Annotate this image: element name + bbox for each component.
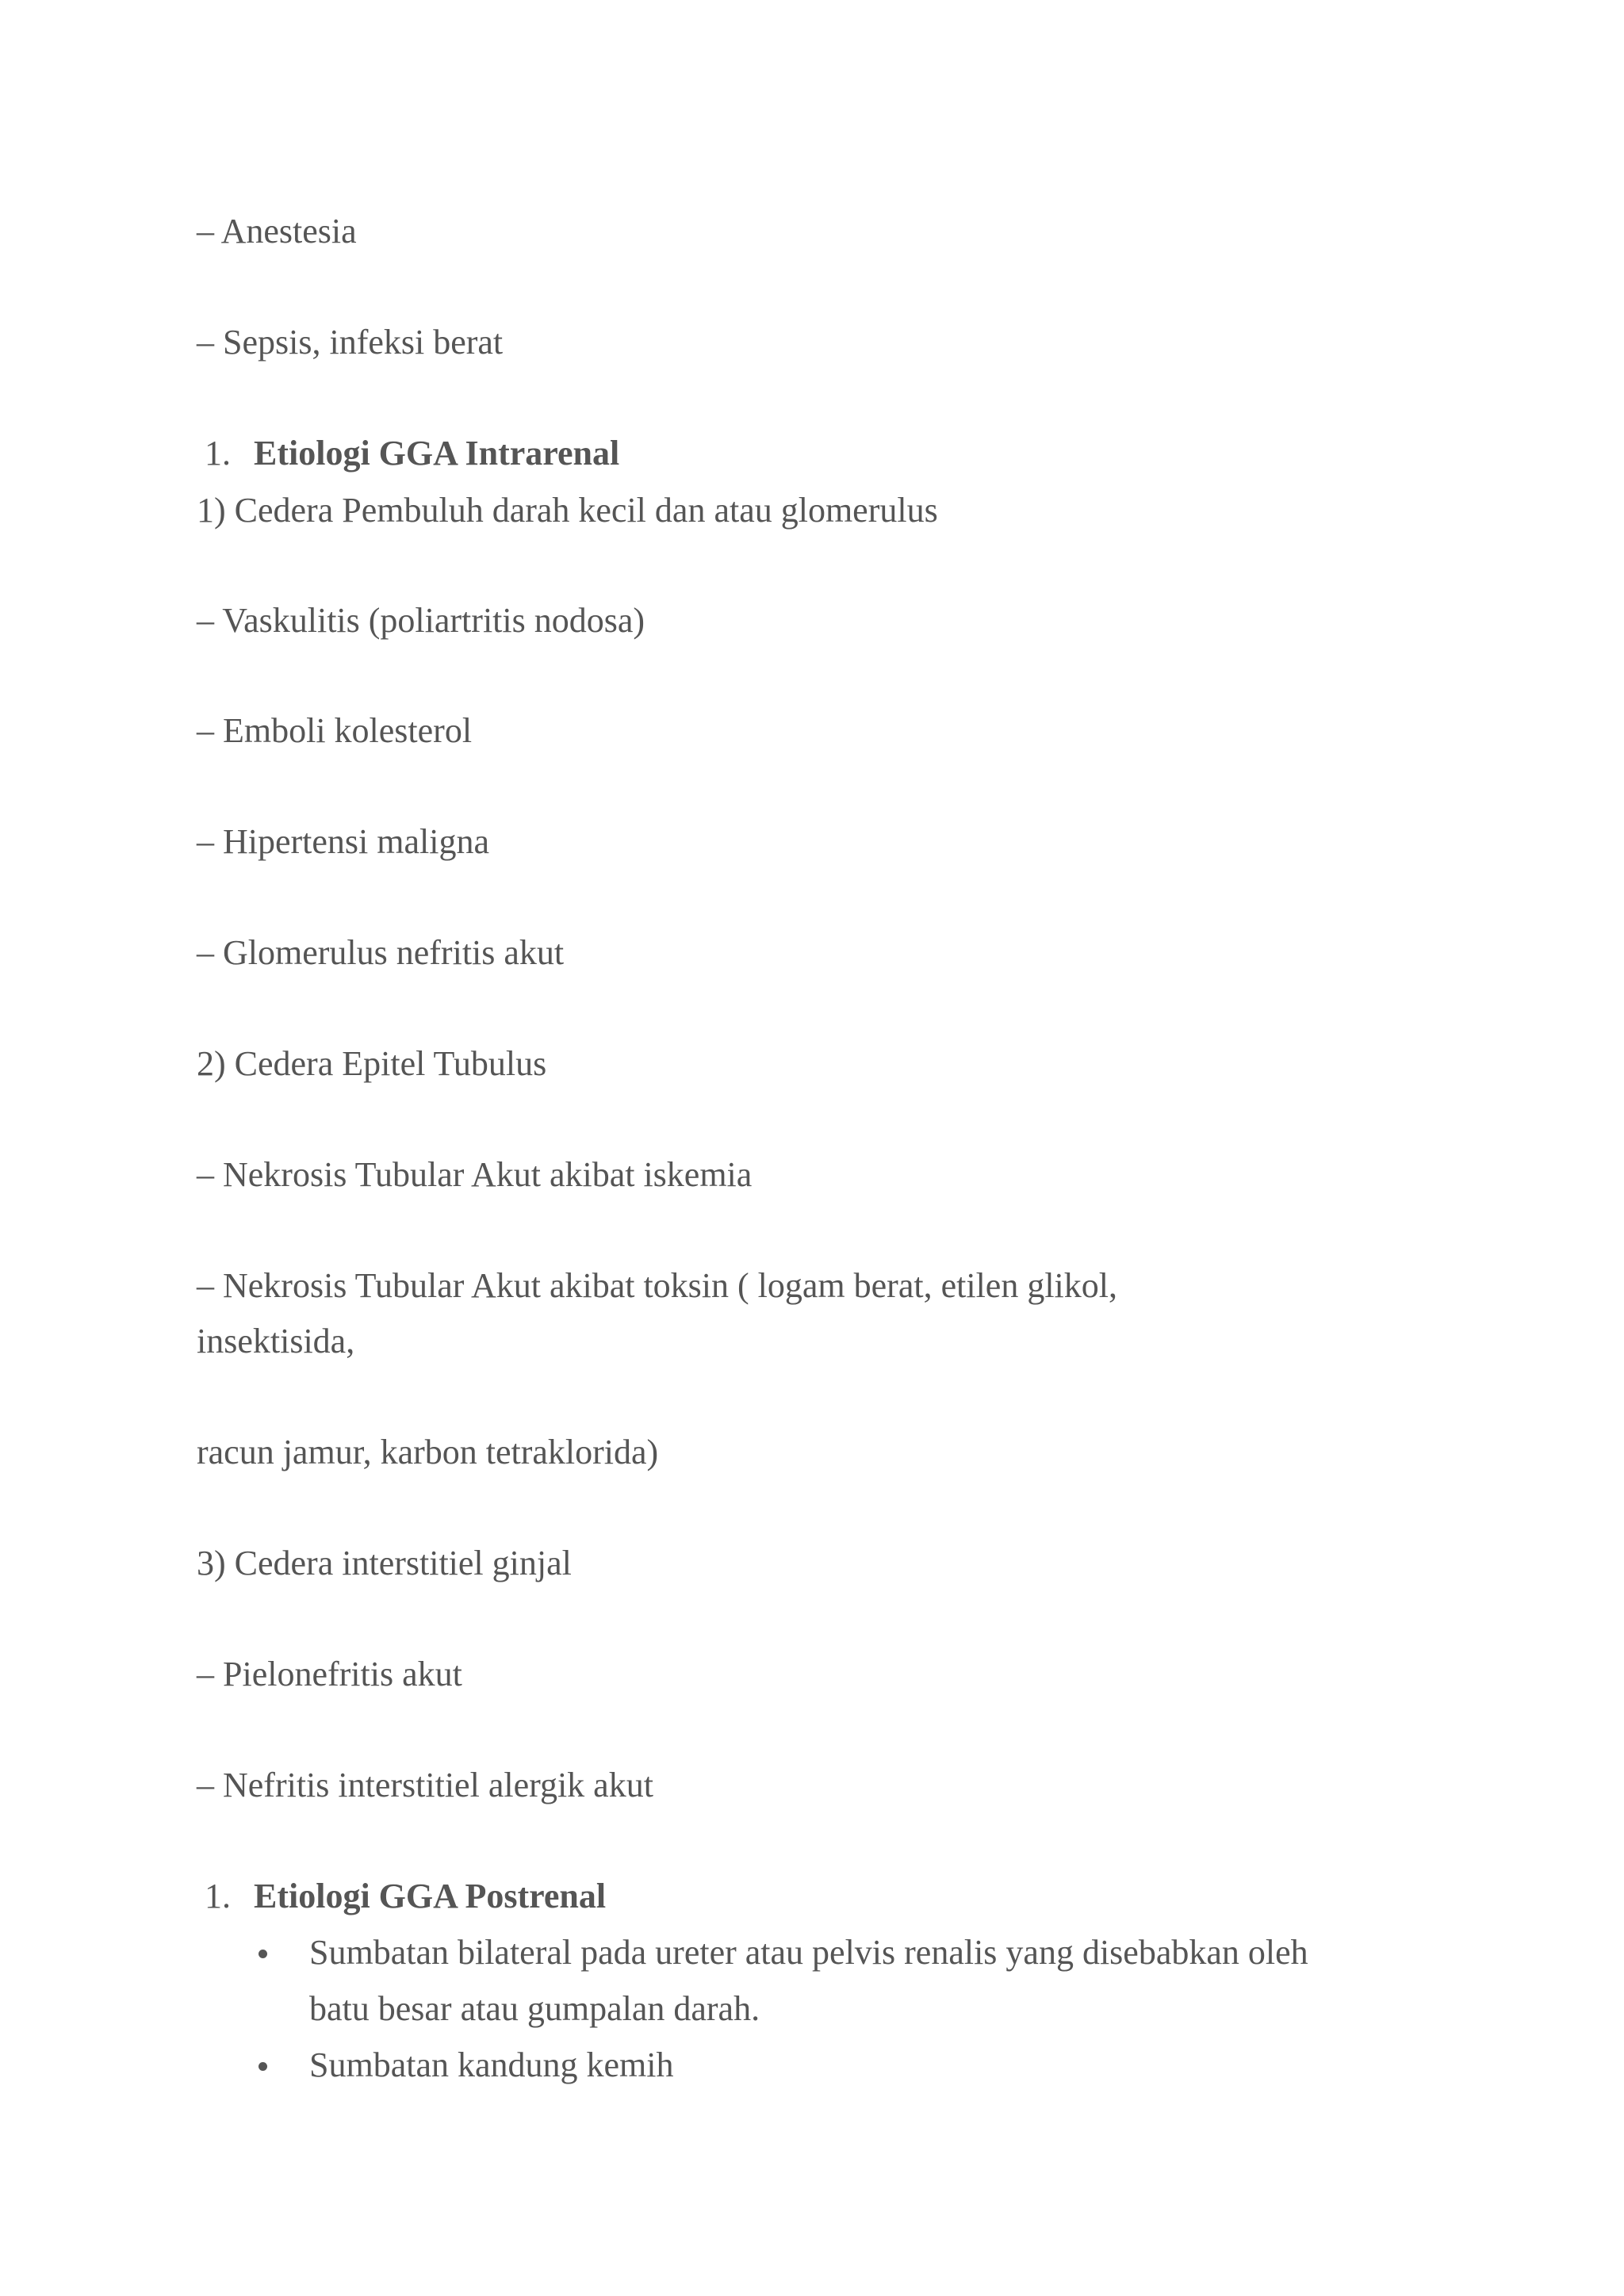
list-line: – Hipertensi maligna bbox=[197, 822, 490, 861]
bullet-text: Sumbatan bilateral pada ureter atau pelvis renalis yang disebabkan oleh bbox=[309, 1933, 1308, 1972]
list-line: 1) Cedera Pembuluh darah kecil dan atau glomerulus bbox=[197, 491, 938, 530]
section-number: 1. bbox=[205, 1877, 231, 1915]
bullet-dot-icon bbox=[259, 1950, 267, 1958]
section-number: 1. bbox=[205, 434, 231, 473]
list-line: – Nekrosis Tubular Akut akibat iskemia bbox=[197, 1155, 753, 1194]
list-line: – Glomerulus nefritis akut bbox=[197, 933, 565, 972]
list-line: – Vaskulitis (poliartritis nodosa) bbox=[197, 601, 645, 640]
list-line: – Emboli kolesterol bbox=[197, 711, 473, 750]
section-title: Etiologi GGA Postrenal bbox=[254, 1877, 607, 1915]
list-line: 3) Cedera interstitiel ginjal bbox=[197, 1544, 572, 1582]
bullet-text: Sumbatan kandung kemih bbox=[309, 2045, 674, 2084]
list-line: – Nekrosis Tubular Akut akibat toksin ( logam berat, etilen glikol, bbox=[197, 1266, 1117, 1305]
list-line: insektisida, bbox=[197, 1322, 355, 1360]
list-line-sepsis: – Sepsis, infeksi berat bbox=[197, 323, 504, 362]
list-line: – Pielonefritis akut bbox=[197, 1655, 462, 1693]
list-line-anestesia: – Anestesia bbox=[197, 212, 357, 251]
list-line: – Nefritis interstitiel alergik akut bbox=[197, 1766, 653, 1804]
list-line: racun jamur, karbon tetraklorida) bbox=[197, 1433, 659, 1471]
section-title: Etiologi GGA Intrarenal bbox=[254, 434, 620, 473]
bullet-text-continuation: batu besar atau gumpalan darah. bbox=[309, 1989, 760, 2028]
bullet-dot-icon bbox=[259, 2062, 267, 2071]
list-line: 2) Cedera Epitel Tubulus bbox=[197, 1044, 547, 1083]
